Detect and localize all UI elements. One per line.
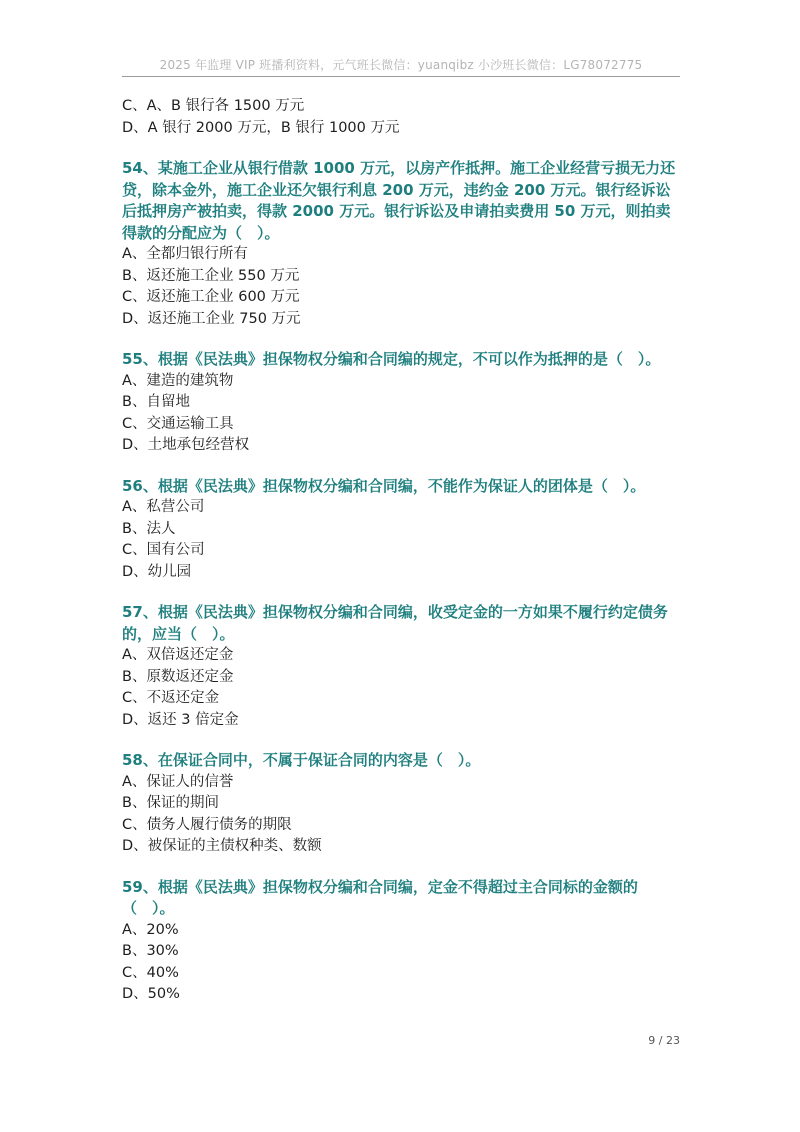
option-d: D、幼儿园 <box>122 563 192 580</box>
question-stem: 56、根据《民法典》担保物权分编和合同编，不能作为保证人的团体是（ ）。 <box>122 476 646 495</box>
option-d: D、50% <box>122 986 180 1002</box>
option-a: A、双倍返还定金 <box>122 647 234 663</box>
option-c: C、交通运输工具 <box>122 415 234 432</box>
option-c: C、返还施工企业 600 万元 <box>122 289 300 305</box>
option-a: A、建造的建筑物 <box>122 372 234 389</box>
option-b: B、30% <box>122 943 179 959</box>
question-54 <box>122 158 682 330</box>
question-55 <box>122 349 682 457</box>
prev-question-options <box>122 96 682 139</box>
option-b: B、保证的期间 <box>122 795 219 811</box>
option-c: C、不返还定金 <box>122 690 220 706</box>
option-b: B、法人 <box>122 520 176 537</box>
option-a: A、保证人的信誉 <box>122 773 234 790</box>
option-a: A、20% <box>122 921 179 938</box>
option-a: A、全都归银行所有 <box>122 246 248 262</box>
header-divider <box>122 76 680 77</box>
option-c: C、国有公司 <box>122 542 205 558</box>
page-number: 9 / 23 <box>648 1034 680 1047</box>
option-d: D、返还 3 倍定金 <box>122 711 239 728</box>
question-59 <box>122 877 682 1006</box>
option-b: B、自留地 <box>122 394 190 410</box>
question-stem: 57、根据《民法典》担保物权分编和合同编，收受定金的一方如果不履行约定债务的，应当（ ）。 <box>122 603 668 643</box>
option-c: C、A、B 银行各 1500 万元 <box>122 98 305 114</box>
option-b: B、返还施工企业 550 万元 <box>122 267 300 284</box>
question-stem: 54、某施工企业从银行借款 1000 万元，以房产作抵押。施工企业经营亏损无力还贷，除本金外，施工企业还欠银行利息 200 万元，违约金 200 万元。银行经诉讼后抵押房产被拍卖，得款 2000 万元。银行诉讼及申请拍卖费用 50 万元，则拍卖得款的分配应为（ ）。 <box>122 159 676 242</box>
option-c: C、债务人履行债务的期限 <box>122 816 292 833</box>
option-a: A、私营公司 <box>122 499 205 515</box>
question-stem: 58、在保证合同中，不属于保证合同的内容是（ ）。 <box>122 751 481 769</box>
question-stem: 59、根据《民法典》担保物权分编和合同编，定金不得超过主合同标的金额的（ ）。 <box>122 877 638 917</box>
question-stem: 55、根据《民法典》担保物权分编和合同编的规定，不可以作为抵押的是（ ）。 <box>122 350 661 368</box>
option-d: D、土地承包经营权 <box>122 437 250 453</box>
option-b: B、原数返还定金 <box>122 668 234 685</box>
question-58 <box>122 750 682 858</box>
option-d: D、A 银行 2000 万元，B 银行 1000 万元 <box>122 119 400 136</box>
option-d: D、被保证的主债权种类、数额 <box>122 838 322 854</box>
question-56 <box>122 476 682 584</box>
option-c: C、40% <box>122 964 179 981</box>
page-content <box>122 96 682 1006</box>
option-d: D、返还施工企业 750 万元 <box>122 310 301 327</box>
page-header: 2025 年监理 VIP 班播利资料，元气班长微信：yuanqibz 小沙班长微信：LG78072775 <box>159 58 643 72</box>
question-57 <box>122 602 682 731</box>
